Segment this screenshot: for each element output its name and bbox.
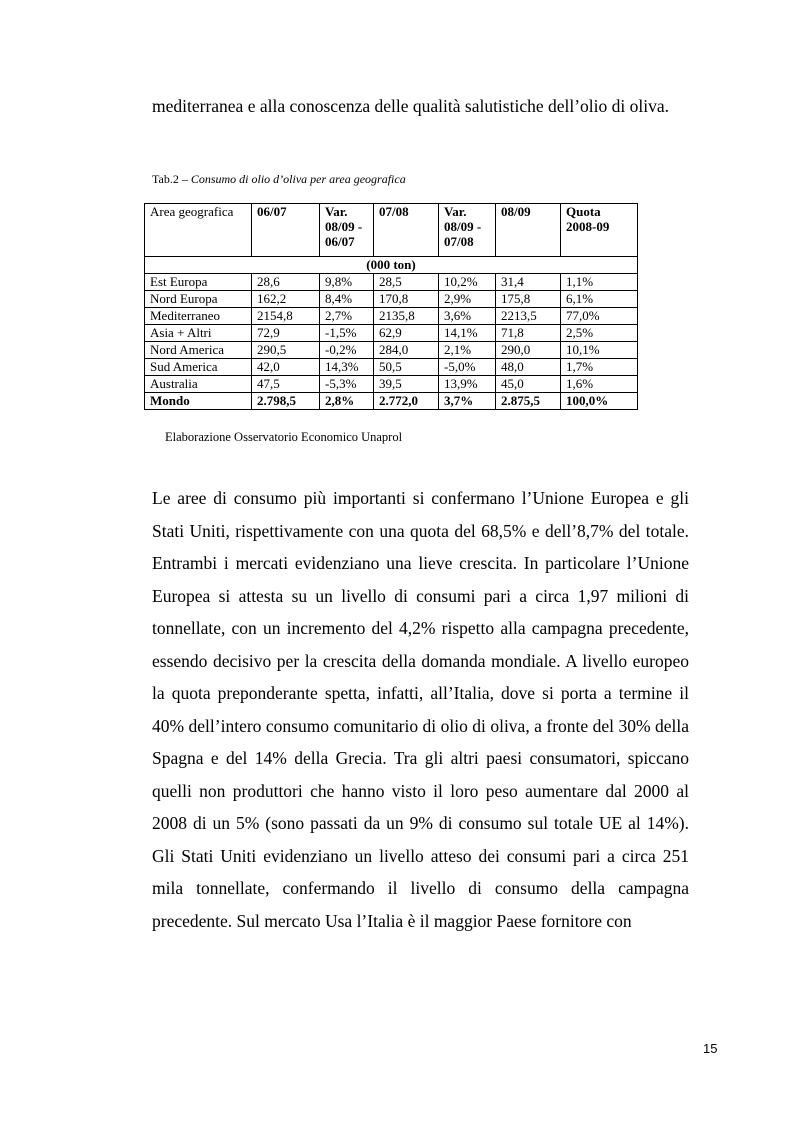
table-total-row: [145, 393, 638, 410]
table-row: [145, 274, 638, 291]
header-cell: Var. 08/09 - 06/07: [320, 204, 374, 257]
header-cell: 07/08: [374, 204, 439, 257]
table-cell: 6,1%: [561, 291, 638, 308]
table-cell: 1,7%: [561, 359, 638, 376]
total-cell: 2.798,5: [252, 393, 320, 410]
total-cell: 2,8%: [320, 393, 374, 410]
table-row: [145, 376, 638, 393]
table-cell: 42,0: [252, 359, 320, 376]
table-cell: Mediterraneo: [145, 308, 252, 325]
table-cell: Sud America: [145, 359, 252, 376]
table-cell: 50,5: [374, 359, 439, 376]
table-cell: 14,1%: [439, 325, 496, 342]
table-header-row: [145, 204, 638, 257]
table-cell: 1,1%: [561, 274, 638, 291]
table-cell: 47,5: [252, 376, 320, 393]
table-row: [145, 308, 638, 325]
table-cell: 8,4%: [320, 291, 374, 308]
total-cell: 2.875,5: [496, 393, 561, 410]
table-cell: 10,1%: [561, 342, 638, 359]
consumption-table: [144, 203, 638, 410]
caption-title: Consumo di olio d’oliva per area geografica: [190, 172, 406, 186]
header-cell: Area geografica: [145, 204, 252, 257]
intro-paragraph: mediterranea e alla conoscenza delle qualità salutistiche dell’olio di oliva.: [152, 96, 670, 116]
table-cell: 48,0: [496, 359, 561, 376]
unit-row: [145, 257, 638, 274]
total-cell: 3,7%: [439, 393, 496, 410]
table-cell: 2,5%: [561, 325, 638, 342]
table-cell: 2213,5: [496, 308, 561, 325]
table-cell: Est Europa: [145, 274, 252, 291]
table-cell: 290,5: [252, 342, 320, 359]
table-cell: 62,9: [374, 325, 439, 342]
table-cell: 10,2%: [439, 274, 496, 291]
table-row: [145, 342, 638, 359]
table-cell: 77,0%: [561, 308, 638, 325]
table-cell: -5,0%: [439, 359, 496, 376]
table-source: Elaborazione Osservatorio Economico Unaprol: [165, 430, 403, 444]
table-caption: [152, 172, 406, 187]
table-cell: 175,8: [496, 291, 561, 308]
page-number: 15: [703, 1041, 718, 1056]
table-cell: 3,6%: [439, 308, 496, 325]
table-cell: 31,4: [496, 274, 561, 291]
table-row: [145, 325, 638, 342]
table-cell: 28,5: [374, 274, 439, 291]
table-cell: 1,6%: [561, 376, 638, 393]
total-cell: 100,0%: [561, 393, 638, 410]
header-cell: Var. 08/09 - 07/08: [439, 204, 496, 257]
table-cell: 72,9: [252, 325, 320, 342]
table-cell: 162,2: [252, 291, 320, 308]
total-cell: Mondo: [145, 393, 252, 410]
table-cell: 13,9%: [439, 376, 496, 393]
table-cell: -5,3%: [320, 376, 374, 393]
table-cell: 2,1%: [439, 342, 496, 359]
header-cell: 08/09: [496, 204, 561, 257]
table-cell: 39,5: [374, 376, 439, 393]
table-cell: -1,5%: [320, 325, 374, 342]
table-cell: -0,2%: [320, 342, 374, 359]
table-cell: 71,8: [496, 325, 561, 342]
table-cell: 9,8%: [320, 274, 374, 291]
body-paragraph: Le aree di consumo più importanti si confermano l’Unione Europea e gli Stati Uniti, rispettivamente con una quota del 68,5% e dell’8,7% del totale. Entrambi i mercati evidenziano una lieve crescita. In particolare l’Unione Europea si attesta su un livello di consumi pari a circa 1,97 milioni di tonnellate, con un incremento del 4,2% rispetto alla campagna precedente, essendo decisivo per la crescita della domanda mondiale. A livello europeo la quota preponderante spetta, infatti, all’Italia, dove si porta a termine il 40% dell’intero consumo comunitario di olio di oliva, a fronte del 30% della Spagna e del 14% della Grecia. Tra gli altri paesi consumatori, spiccano quelli non produttori che hanno visto il loro peso aumentare dal 2000 al 2008 di un 5% (sono passati da un 9% di consumo sul totale UE al 14%). Gli Stati Uniti evidenziano un livello atteso dei consumi pari a circa 251 mila tonnellate, confermando il livello di consumo della campagna precedente. Sul mercato Usa l’Italia è il maggior Paese fornitore con: [152, 488, 689, 931]
table-row: [145, 291, 638, 308]
table-cell: 14,3%: [320, 359, 374, 376]
total-cell: 2.772,0: [374, 393, 439, 410]
table-row: [145, 359, 638, 376]
table-cell: 290,0: [496, 342, 561, 359]
table-cell: 284,0: [374, 342, 439, 359]
table-cell: 2,9%: [439, 291, 496, 308]
table-cell: Nord Europa: [145, 291, 252, 308]
header-cell: Quota 2008-09: [561, 204, 638, 257]
table-cell: 28,6: [252, 274, 320, 291]
table-cell: 2,7%: [320, 308, 374, 325]
table-cell: 2135,8: [374, 308, 439, 325]
table-cell: 170,8: [374, 291, 439, 308]
table-cell: 45,0: [496, 376, 561, 393]
table-cell: 2154,8: [252, 308, 320, 325]
unit-label: (000 ton): [145, 257, 638, 274]
header-cell: 06/07: [252, 204, 320, 257]
table-cell: Asia + Altri: [145, 325, 252, 342]
table-cell: Nord America: [145, 342, 252, 359]
table-cell: Australia: [145, 376, 252, 393]
caption-prefix: Tab.2 –: [152, 172, 188, 186]
